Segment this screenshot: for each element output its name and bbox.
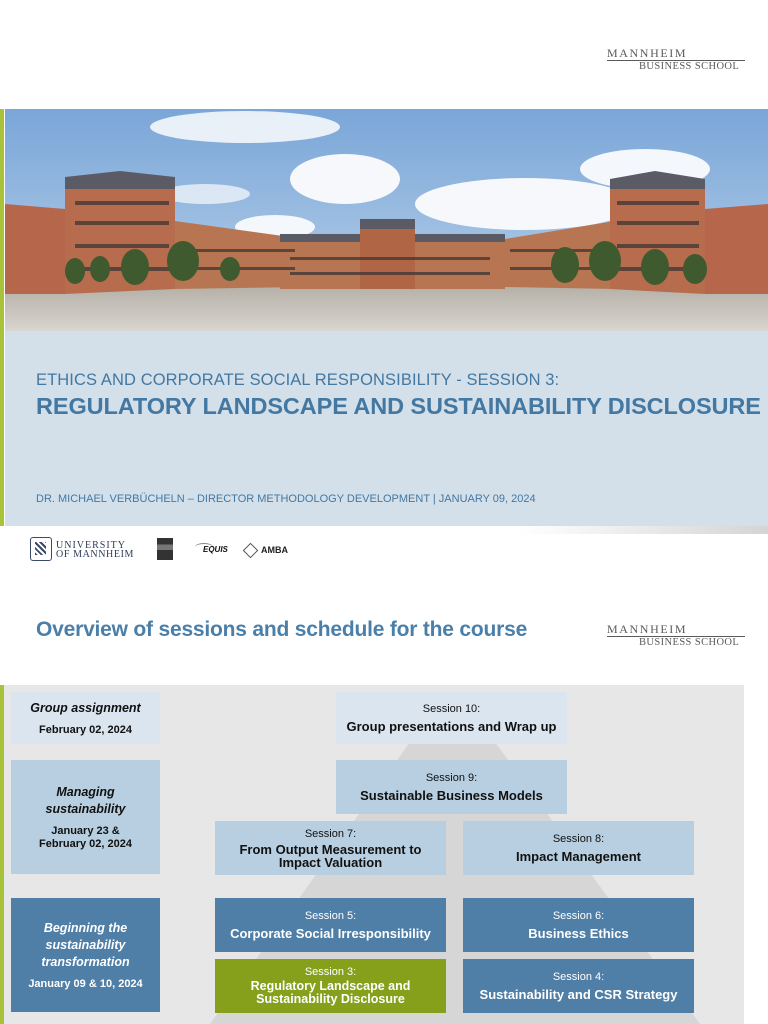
- amba-logo: AMBA: [245, 543, 293, 559]
- session-8-box: Session 8: Impact Management: [463, 821, 694, 875]
- slide-title: REGULATORY LANDSCAPE AND SUSTAINABILITY DISCLOSURE: [36, 393, 761, 419]
- session-6-box: Session 6: Business Ethics: [463, 898, 694, 952]
- phase-group-assignment: Group assignment February 02, 2024: [11, 692, 160, 744]
- session-10-box: Session 10: Group presentations and Wrap up: [336, 692, 567, 744]
- session-5-box: Session 5: Corporate Social Irresponsibility: [215, 898, 446, 952]
- amba-diamond-icon: [243, 543, 259, 559]
- phase-beginning-transformation: Beginning the sustainability transformation January 09 & 10, 2024: [11, 898, 160, 1012]
- palace-photo: [5, 109, 768, 331]
- university-seal-icon: [30, 537, 52, 561]
- band-shadow: [520, 526, 768, 534]
- author-line: DR. MICHAEL VERBÜCHELN – DIRECTOR METHODOLOGY DEVELOPMENT | JANUARY 09, 2024: [36, 493, 536, 505]
- slide-subtitle: ETHICS AND CORPORATE SOCIAL RESPONSIBILITY - SESSION 3:: [36, 371, 560, 389]
- left-accent-bar: [0, 109, 4, 526]
- phase-managing-sustainability: Managing sustainability January 23 & February 02, 2024: [11, 760, 160, 874]
- overview-slide: [0, 580, 768, 1024]
- aacsb-logo-icon: [157, 538, 173, 560]
- overview-title: Overview of sessions and schedule for the course: [36, 618, 528, 641]
- session-9-box: Session 9: Sustainable Business Models: [336, 760, 567, 814]
- equis-logo: EQUIS: [195, 543, 235, 561]
- mannheim-business-school-logo: MANNHEIM BUSINESS SCHOOL: [607, 624, 745, 648]
- mannheim-business-school-logo: MANNHEIM BUSINESS SCHOOL: [607, 48, 745, 72]
- title-band: [5, 331, 768, 526]
- session-4-box: Session 4: Sustainability and CSR Strategy: [463, 959, 694, 1013]
- session-3-box-current: Session 3: Regulatory Landscape and Sustainability Disclosure: [215, 959, 446, 1013]
- session-7-box: Session 7: From Output Measurement to Impact Valuation: [215, 821, 446, 875]
- university-of-mannheim-logo: UNIVERSITY OF MANNHEIM: [30, 536, 150, 564]
